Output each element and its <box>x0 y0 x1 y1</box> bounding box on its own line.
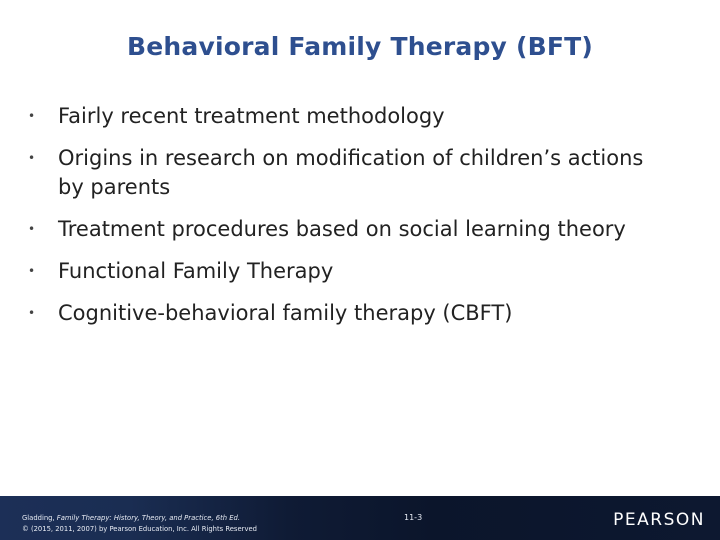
bullet-item <box>26 144 666 202</box>
bullet-text: Treatment procedures based on social learning theory <box>58 217 626 241</box>
bullet-dot-icon: • <box>28 109 36 123</box>
bullet-item <box>26 257 666 286</box>
bullet-item <box>26 215 666 244</box>
page-number: 11-3 <box>404 513 423 522</box>
bullet-dot-icon: • <box>28 151 36 165</box>
bullet-text: Fairly recent treatment methodology <box>58 104 445 128</box>
footer-citation <box>22 513 257 524</box>
bullet-text: Origins in research on modification of children’s actions by parents <box>58 146 644 199</box>
bullet-dot-icon: • <box>28 306 36 320</box>
footer-author: Gladding, <box>22 514 55 522</box>
bullet-list <box>26 102 666 341</box>
footer-credit <box>22 513 257 535</box>
bullet-dot-icon: • <box>28 222 36 236</box>
slide-title: Behavioral Family Therapy (BFT) <box>126 32 593 61</box>
pearson-logo: PEARSON <box>613 510 705 530</box>
bullet-text: Cognitive-behavioral family therapy (CBFT) <box>58 301 513 325</box>
footer-copyright: © (2015, 2011, 2007) by Pearson Education, Inc. All Rights Reserved <box>22 525 257 533</box>
footer-book-title: Family Therapy: History, Theory, and Practice, 6th Ed. <box>56 514 240 522</box>
bullet-item <box>26 102 666 131</box>
bullet-item <box>26 299 666 328</box>
bullet-dot-icon: • <box>28 264 36 278</box>
bullet-text: Functional Family Therapy <box>58 259 334 283</box>
